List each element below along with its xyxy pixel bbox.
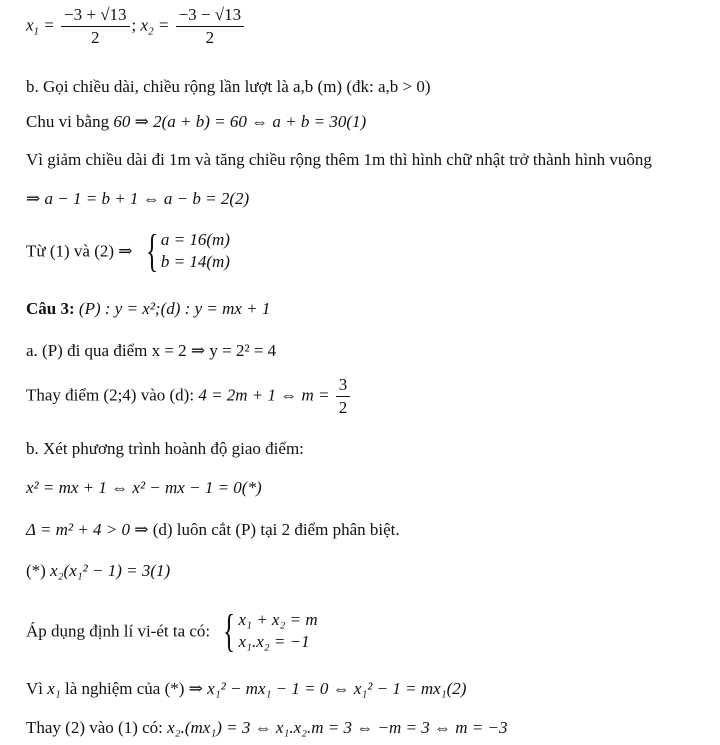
root-substitution-line: Vì x₁ là nghiệm của (*) ⇒ x₁² − mx₁ − 1 = 0 ⇔ x₁² − 1 = mx₁(2)	[26, 679, 467, 698]
substitute-line: Thay điểm (2;4) vào (d): 4 = 2m + 1 ⇔ m = $\frac{3}{2}$	[26, 376, 352, 417]
m-fraction: $\frac{3}{2}$	[336, 376, 351, 417]
cau3-label: Câu 3:	[26, 299, 75, 318]
root-equation: ⇒ x₁² − mx₁ − 1 = 0 ⇔ x₁² − 1 = mx₁(2)	[188, 679, 467, 698]
system-solution-line: Từ (1) và (2) ⇒ { a = 16(m) b = 14(m)	[26, 225, 230, 276]
root2-fraction	[176, 6, 245, 47]
root2-numerator: −3 − √13	[176, 6, 245, 27]
vieta-product: x₁.x₂ = −1	[238, 632, 310, 651]
solution-system: { a = 16(m) b = 14(m)	[145, 225, 230, 276]
root2-denominator: 2	[205, 27, 215, 47]
vieta-sum: x₁ + x₂ = m	[238, 610, 318, 629]
square-equation: ⇒ a − 1 = b + 1 ⇔ a − b = 2(2)	[26, 189, 250, 208]
solution-b: b = 14(m)	[160, 252, 230, 271]
perimeter-equation: 60 ⇒ 2(a + b) = 60 ⇔ a + b = 30(1)	[113, 112, 367, 131]
perimeter-line: Chu vi bằng 60 ⇒ 2(a + b) = 60 ⇔ a + b = 30(1)	[26, 112, 367, 131]
vieta-line: Áp dụng định lí vi-ét ta có: { x₁ + x₂ = m x₁.x₂ = −1	[26, 605, 318, 656]
root1-fraction	[61, 6, 130, 47]
condition-equation: x₂(x₁² − 1) = 3(1)	[50, 561, 171, 580]
cau3-header	[26, 300, 270, 317]
vieta-system: { x₁ + x₂ = m x₁.x₂ = −1	[223, 605, 318, 656]
root1-denominator: 2	[91, 27, 100, 47]
part-b-intro: b. Gọi chiều dài, chiều rộng lần lượt là a,b (m) (đk: a,b > 0)	[26, 77, 431, 96]
delta-line: Δ = m² + 4 > 0 ⇒ (d) luôn cắt (P) tại 2 điểm phân biệt.	[26, 520, 400, 539]
final-line: Thay (2) vào (1) có: x₂.(mx₁) = 3 ⇔ x₁.x₂.m = 3 ⇔ −m = 3 ⇔ m = −3	[26, 718, 508, 737]
part-a-line: a. (P) đi qua điểm x = 2 ⇒ y = 2² = 4	[26, 341, 277, 360]
part-b3-intro: b. Xét phương trình hoành độ giao điểm:	[26, 439, 304, 458]
root1-numerator: −3 + √13	[61, 6, 130, 27]
intersection-equation: x² = mx + 1 ⇔ x² − mx − 1 = 0(*)	[26, 478, 262, 497]
roots-line: $x_1$ = $\frac{-3 + √13}{2}$ ; $x_2$ = $\frac{-3 - √13}{2}$	[26, 6, 246, 47]
delta-equation: Δ = m² + 4 > 0 ⇒	[26, 520, 149, 539]
x2-symbol: x	[140, 15, 149, 35]
cau3-functions: (P) : y = x²;(d) : y = mx + 1	[78, 299, 271, 318]
x1-symbol: x	[26, 15, 34, 35]
condition-line: (*) x₂(x₁² − 1) = 3(1)	[26, 561, 171, 580]
final-equation: x₂.(mx₁) = 3 ⇔ x₁.x₂.m = 3 ⇔ −m = 3 ⇔ m = −3	[167, 718, 508, 737]
solution-a: a = 16(m)	[160, 230, 230, 249]
square-condition-text: Vì giảm chiều dài đi 1m và tăng chiều rộng thêm 1m thì hình chữ nhật trở thành hình vuông	[26, 150, 652, 169]
